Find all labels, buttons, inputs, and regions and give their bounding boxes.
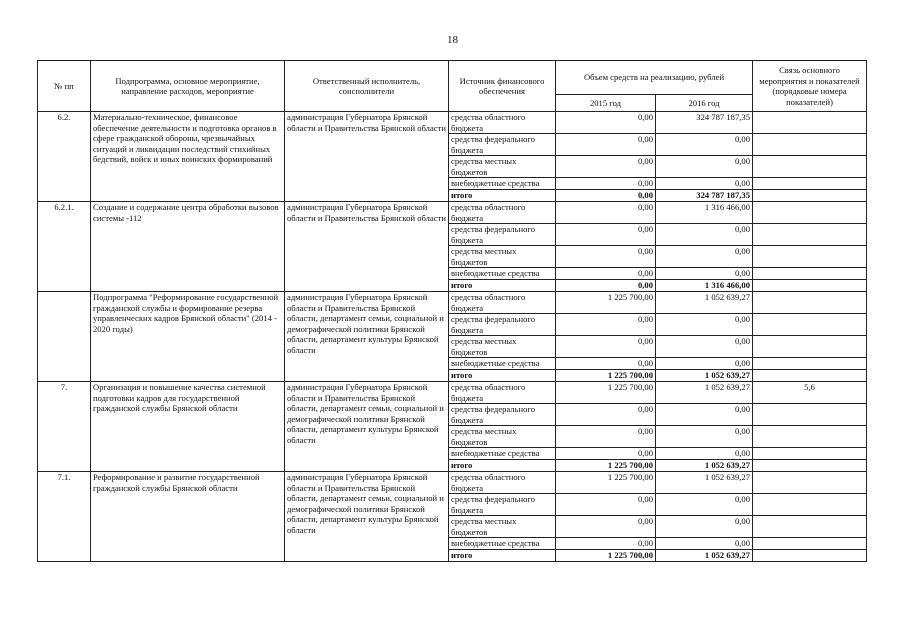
amount-2015: 1 225 700,00	[556, 292, 656, 314]
funding-source: внебюджетные средства	[449, 448, 556, 460]
indicator-link	[753, 190, 867, 202]
amount-2015: 0,00	[556, 268, 656, 280]
funding-source: средства федерального бюджета	[449, 224, 556, 246]
amount-2016: 0,00	[656, 224, 753, 246]
header-program: Подпрограмма, основное мероприятие, направление расходов, мероприятие	[91, 61, 285, 112]
amount-2015: 1 225 700,00	[556, 370, 656, 382]
funding-source: средства местных бюджетов	[449, 246, 556, 268]
amount-2016: 0,00	[656, 134, 753, 156]
amount-2016: 0,00	[656, 178, 753, 190]
amount-2016: 1 052 639,27	[656, 460, 753, 472]
header-executor: Ответственный исполнитель, соисполнители	[285, 61, 449, 112]
indicator-link	[753, 336, 867, 358]
amount-2016: 1 052 639,27	[656, 382, 753, 404]
indicator-link	[753, 112, 867, 134]
amount-2015: 1 225 700,00	[556, 472, 656, 494]
indicator-link	[753, 550, 867, 562]
amount-2016: 0,00	[656, 538, 753, 550]
amount-2015: 0,00	[556, 336, 656, 358]
funding-source: итого	[449, 190, 556, 202]
page-number: 18	[447, 34, 458, 46]
section-executor: администрация Губернатора Брянской области и Правительства Брянской области, департамент семьи, социальной и демографической политики Брянской области, департамент культуры Брянской области	[285, 472, 449, 562]
header-link: Связь основного мероприятия и показателей (порядковые номера показателей)	[753, 61, 867, 112]
amount-2016: 0,00	[656, 314, 753, 336]
section-name: Создание и содержание центра обработки вызовов системы -112	[91, 202, 285, 292]
amount-2016: 0,00	[656, 336, 753, 358]
amount-2015: 1 225 700,00	[556, 460, 656, 472]
section-name: Организация и повышение качества системной подготовки кадров для государственной гражданской службы Брянской области	[91, 382, 285, 472]
amount-2015: 0,00	[556, 178, 656, 190]
amount-2016: 0,00	[656, 448, 753, 460]
funding-source: внебюджетные средства	[449, 358, 556, 370]
amount-2015: 0,00	[556, 448, 656, 460]
amount-2016: 0,00	[656, 494, 753, 516]
section-executor: администрация Губернатора Брянской области и Правительства Брянской области	[285, 202, 449, 292]
table-row	[38, 472, 867, 494]
indicator-link	[753, 370, 867, 382]
section-executor: администрация Губернатора Брянской области и Правительства Брянской области, департамент семьи, социальной и демографической политики Брянской области, департамент культуры Брянской области	[285, 382, 449, 472]
indicator-link	[753, 404, 867, 426]
funding-source: внебюджетные средства	[449, 538, 556, 550]
funding-source: средства федерального бюджета	[449, 404, 556, 426]
amount-2015: 1 225 700,00	[556, 550, 656, 562]
table-row	[38, 382, 867, 404]
funding-source: средства областного бюджета	[449, 382, 556, 404]
indicator-link	[753, 292, 867, 314]
funding-source: средства областного бюджета	[449, 292, 556, 314]
section-number: 6.2.1.	[38, 202, 91, 292]
funding-source: средства федерального бюджета	[449, 494, 556, 516]
funding-source: средства федерального бюджета	[449, 134, 556, 156]
funding-source: итого	[449, 280, 556, 292]
indicator-link	[753, 280, 867, 292]
funding-source: средства областного бюджета	[449, 202, 556, 224]
amount-2016: 0,00	[656, 404, 753, 426]
budget-table	[37, 60, 867, 562]
funding-source: средства областного бюджета	[449, 472, 556, 494]
amount-2016: 0,00	[656, 516, 753, 538]
funding-source: средства местных бюджетов	[449, 156, 556, 178]
amount-2016: 1 052 639,27	[656, 550, 753, 562]
section-number	[38, 292, 91, 382]
indicator-link	[753, 268, 867, 280]
indicator-link	[753, 516, 867, 538]
indicator-link	[753, 246, 867, 268]
amount-2016: 0,00	[656, 426, 753, 448]
section-executor: администрация Губернатора Брянской области и Правительства Брянской области, департамент семьи, социальной и демографической политики Брянской области, департамент культуры Брянской области	[285, 292, 449, 382]
funding-source: средства местных бюджетов	[449, 336, 556, 358]
amount-2015: 0,00	[556, 314, 656, 336]
amount-2015: 0,00	[556, 538, 656, 550]
indicator-link: 5,6	[753, 382, 867, 404]
amount-2015: 0,00	[556, 224, 656, 246]
funding-source: итого	[449, 460, 556, 472]
amount-2016: 0,00	[656, 156, 753, 178]
header-source: Источник финансового обеспечения	[449, 61, 556, 112]
funding-source: внебюджетные средства	[449, 178, 556, 190]
indicator-link	[753, 358, 867, 370]
amount-2015: 1 225 700,00	[556, 382, 656, 404]
amount-2016: 1 052 639,27	[656, 472, 753, 494]
header-year-2015: 2015 год	[556, 95, 656, 112]
section-name: Реформирование и развитие государственной гражданской службы Брянской области	[91, 472, 285, 562]
indicator-link	[753, 134, 867, 156]
funding-source: средства местных бюджетов	[449, 516, 556, 538]
amount-2015: 0,00	[556, 516, 656, 538]
section-number: 6.2.	[38, 112, 91, 202]
amount-2015: 0,00	[556, 404, 656, 426]
amount-2015: 0,00	[556, 156, 656, 178]
header-num: № пп	[38, 61, 91, 112]
amount-2016: 1 316 466,00	[656, 202, 753, 224]
indicator-link	[753, 448, 867, 460]
indicator-link	[753, 460, 867, 472]
amount-2016: 1 052 639,27	[656, 292, 753, 314]
indicator-link	[753, 156, 867, 178]
amount-2015: 0,00	[556, 426, 656, 448]
section-name: Подпрограмма "Реформирование государственной гражданской службы и формирование резерва управленческих кадров Брянской области" (2014 - 2020 годы)	[91, 292, 285, 382]
header-volume: Объем средств на реализацию, рублей	[556, 61, 753, 95]
amount-2015: 0,00	[556, 190, 656, 202]
section-number: 7.1.	[38, 472, 91, 562]
amount-2015: 0,00	[556, 134, 656, 156]
amount-2016: 0,00	[656, 358, 753, 370]
indicator-link	[753, 314, 867, 336]
section-name: Материально-техническое, финансовое обеспечение деятельности и подготовка органов в сфере гражданской обороны, чрезвычайных ситуаций и ликвидации последствий стихийных бедствий, войск и иных воинских формирований	[91, 112, 285, 202]
table-row	[38, 202, 867, 224]
funding-source: внебюджетные средства	[449, 268, 556, 280]
amount-2016: 0,00	[656, 246, 753, 268]
amount-2015: 0,00	[556, 358, 656, 370]
funding-source: средства местных бюджетов	[449, 426, 556, 448]
amount-2016: 0,00	[656, 268, 753, 280]
section-number: 7.	[38, 382, 91, 472]
funding-source: средства областного бюджета	[449, 112, 556, 134]
amount-2015: 0,00	[556, 112, 656, 134]
amount-2015: 0,00	[556, 280, 656, 292]
table-body	[38, 112, 867, 562]
amount-2016: 324 787 187,35	[656, 190, 753, 202]
funding-source: итого	[449, 550, 556, 562]
indicator-link	[753, 224, 867, 246]
amount-2015: 0,00	[556, 202, 656, 224]
indicator-link	[753, 472, 867, 494]
indicator-link	[753, 202, 867, 224]
indicator-link	[753, 538, 867, 550]
funding-source: средства федерального бюджета	[449, 314, 556, 336]
indicator-link	[753, 494, 867, 516]
amount-2016: 324 787 187,35	[656, 112, 753, 134]
amount-2015: 0,00	[556, 246, 656, 268]
table-row	[38, 112, 867, 134]
amount-2015: 0,00	[556, 494, 656, 516]
funding-source: итого	[449, 370, 556, 382]
amount-2016: 1 316 466,00	[656, 280, 753, 292]
table-row	[38, 292, 867, 314]
indicator-link	[753, 178, 867, 190]
header-year-2016: 2016 год	[656, 95, 753, 112]
amount-2016: 1 052 639,27	[656, 370, 753, 382]
indicator-link	[753, 426, 867, 448]
section-executor: администрация Губернатора Брянской области и Правительства Брянской области	[285, 112, 449, 202]
